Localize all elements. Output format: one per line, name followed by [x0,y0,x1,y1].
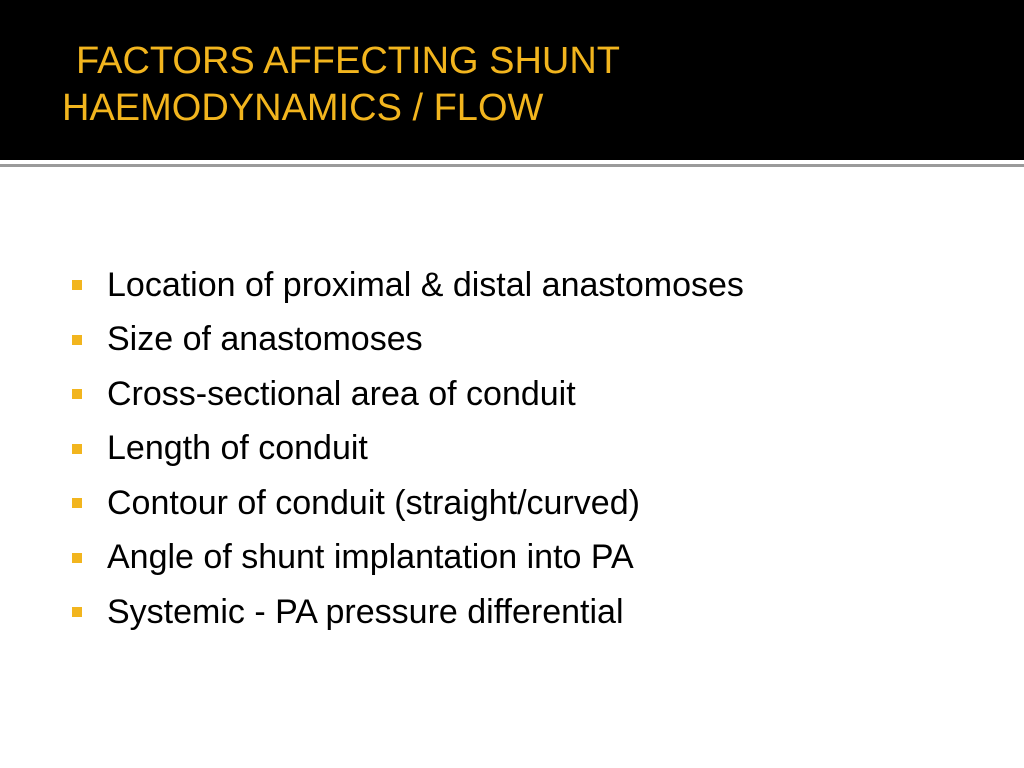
slide-title [62,38,962,132]
square-bullet-icon [72,389,82,399]
bullet-item [72,422,1002,477]
square-bullet-icon [72,444,82,454]
bullet-text: Location of proximal & distal anastomoses [107,265,744,304]
bullet-text: Length of conduit [107,429,368,468]
square-bullet-icon [72,498,82,508]
bullet-item [72,531,1002,586]
bullet-item [72,313,1002,368]
bullet-item [72,367,1002,422]
slide-title-line-2: HAEMODYNAMICS / FLOW [62,87,544,129]
bullet-text: Contour of conduit (straight/curved) [107,483,640,522]
bullet-text: Systemic - PA pressure differential [107,592,624,631]
slide-title-line-1: FACTORS AFFECTING SHUNT [76,40,621,82]
bullet-list [72,258,1002,640]
square-bullet-icon [72,280,82,290]
square-bullet-icon [72,335,82,345]
title-divider-shadow [0,164,1024,167]
bullet-item [72,585,1002,640]
bullet-text: Cross-sectional area of conduit [107,374,576,413]
square-bullet-icon [72,553,82,563]
bullet-item [72,476,1002,531]
bullet-text: Size of anastomoses [107,320,423,359]
square-bullet-icon [72,607,82,617]
bullet-item [72,258,1002,313]
bullet-text: Angle of shunt implantation into PA [107,538,634,577]
